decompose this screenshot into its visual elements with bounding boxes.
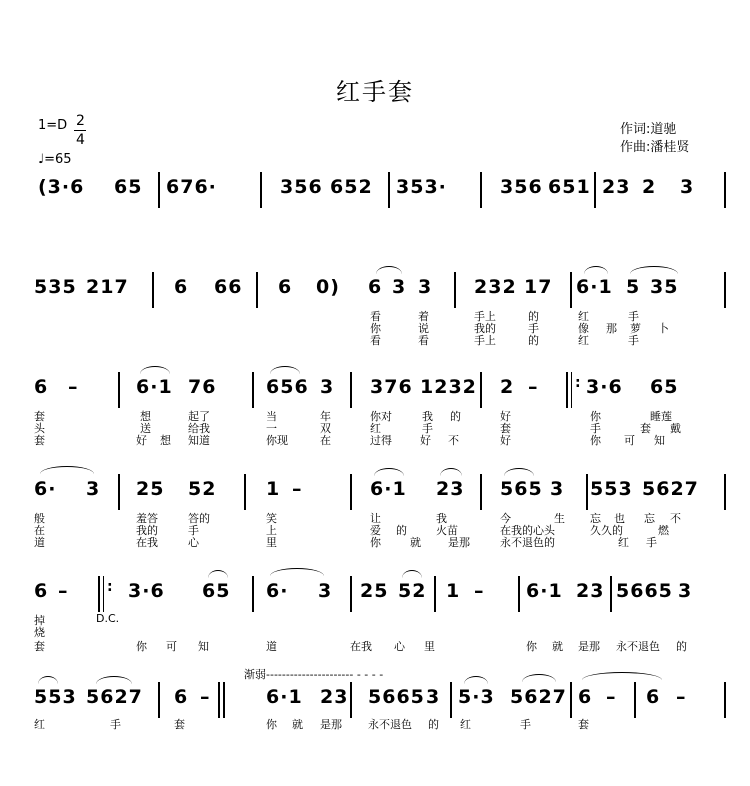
slur — [504, 468, 534, 476]
lyric: 年 — [320, 410, 331, 423]
barline — [350, 682, 352, 718]
lyric: 红 — [34, 718, 45, 731]
note-cell: – — [68, 376, 79, 398]
barline — [218, 682, 220, 718]
lyric: 里 — [424, 640, 435, 653]
lyric: 爱 — [370, 524, 381, 537]
barline — [98, 576, 100, 612]
note-cell: – — [474, 580, 485, 602]
lyric: 般 — [34, 512, 45, 525]
lyric: 的 — [396, 524, 407, 537]
note-cell: 652 — [330, 176, 373, 198]
barline — [103, 576, 104, 612]
repeat-dots: : — [575, 375, 581, 391]
lyric: 我 — [422, 410, 433, 423]
lyric: 在 — [320, 434, 331, 447]
note-cell: 6 — [174, 686, 189, 708]
note-cell: 25 — [136, 478, 165, 500]
lyric: 就 — [410, 536, 421, 549]
lyric: 卜 — [658, 322, 669, 335]
lyric: 你 — [370, 536, 381, 549]
note-cell: (3·6 — [38, 176, 85, 198]
lyric: 套 — [640, 422, 651, 435]
lyric: 手 — [628, 334, 639, 347]
lyric: 我 — [436, 512, 447, 525]
note-cell: 23 — [576, 580, 605, 602]
time-signature-bottom: 4 — [76, 132, 85, 148]
note-cell: 3 — [680, 176, 695, 198]
lyric: 火苗 — [436, 524, 458, 537]
lyric: 好 — [136, 434, 147, 447]
lyric: 掉 — [34, 614, 45, 627]
lyric: 你 — [370, 322, 381, 335]
note-cell: 5·3 — [458, 686, 495, 708]
note-cell: – — [528, 376, 539, 398]
lyricist-credit: 作词:道驰 — [620, 122, 677, 137]
barline — [244, 474, 246, 510]
lyric: 烧 — [34, 626, 45, 639]
note-cell: 2 — [500, 376, 515, 398]
lyric: 手 — [422, 422, 433, 435]
lyric: 看 — [370, 310, 381, 323]
lyric: 道 — [34, 536, 45, 549]
note-cell: 3·6 — [128, 580, 165, 602]
lyric: 送 — [140, 422, 151, 435]
lyric: 可 — [624, 434, 635, 447]
note-cell: 651 — [548, 176, 591, 198]
note-cell: 6·1 — [526, 580, 563, 602]
lyric: 手上 — [474, 334, 496, 347]
lyric: 一 — [266, 422, 277, 435]
note-cell: 3 — [678, 580, 693, 602]
note-cell: 5665 — [616, 580, 673, 602]
barline — [480, 474, 482, 510]
note-cell: 553 — [34, 686, 77, 708]
note-cell: 1 — [266, 478, 281, 500]
lyric: 手上 — [474, 310, 496, 323]
barline — [256, 272, 258, 308]
note-cell: 23 — [602, 176, 631, 198]
lyric: 今 — [500, 512, 511, 525]
slur — [582, 672, 662, 680]
key-signature: 1=D — [38, 118, 68, 133]
lyric: 好 — [500, 434, 511, 447]
lyric-line — [30, 432, 730, 445]
lyric: 好 — [500, 410, 511, 423]
barline — [566, 372, 568, 408]
note-cell: 6 — [578, 686, 593, 708]
lyric: 里 — [266, 536, 277, 549]
barline — [118, 474, 120, 510]
composer-credit: 作曲:潘桂贤 — [620, 140, 690, 155]
lyric: 戴 — [670, 422, 681, 435]
lyric: 知 — [654, 434, 665, 447]
barline — [480, 372, 482, 408]
note-cell: 3 — [320, 376, 335, 398]
note-cell: – — [292, 478, 303, 500]
slur — [584, 266, 608, 274]
barline — [594, 172, 596, 208]
note-cell: – — [676, 686, 687, 708]
note-cell: 23 — [436, 478, 465, 500]
lyric: 让 — [370, 512, 381, 525]
lyric: 永不退色 — [368, 718, 412, 731]
note-cell: 565 — [500, 478, 543, 500]
lyric: 在我的心头 — [500, 524, 555, 537]
lyric: 说 — [418, 322, 429, 335]
slur — [376, 266, 402, 274]
lyric: 不 — [448, 434, 459, 447]
lyric: 的 — [528, 310, 539, 323]
note-cell: 535 — [34, 276, 77, 298]
slur — [464, 676, 488, 684]
barline — [223, 682, 225, 718]
barline — [252, 372, 254, 408]
note-cell: 5627 — [86, 686, 143, 708]
lyric: 知 — [198, 640, 209, 653]
lyric: 看 — [418, 334, 429, 347]
note-cell: 376 — [370, 376, 413, 398]
lyric: 你 — [526, 640, 537, 653]
lyric: 在我 — [136, 536, 158, 549]
note-cell: 1232 — [420, 376, 477, 398]
note-cell: 6 — [368, 276, 383, 298]
barline — [388, 172, 390, 208]
lyric: 套 — [34, 640, 45, 653]
note-cell: 6 — [34, 376, 49, 398]
lyric: 答的 — [188, 512, 210, 525]
lyric: 生 — [554, 512, 565, 525]
lyric: 笑 — [266, 512, 277, 525]
lyric: 就 — [552, 640, 563, 653]
barline — [571, 372, 572, 408]
lyric: 我的 — [474, 322, 496, 335]
lyric: 我的 — [136, 524, 158, 537]
note-cell: 6·1 — [576, 276, 613, 298]
lyric: 不 — [670, 512, 681, 525]
note-cell: 3 — [550, 478, 565, 500]
lyric: 手 — [528, 322, 539, 335]
note-cell: – — [200, 686, 211, 708]
lyric: 羞答 — [136, 512, 158, 525]
note-cell: 6 — [174, 276, 189, 298]
lyric: 红 — [460, 718, 471, 731]
note-cell: 23 — [320, 686, 349, 708]
lyric: 过得 — [370, 434, 392, 447]
lyric: 永不退色的 — [500, 536, 555, 549]
lyric: 的 — [428, 718, 439, 731]
barline — [454, 272, 456, 308]
barline — [434, 576, 436, 612]
barline — [724, 172, 726, 208]
note-cell: 1 — [446, 580, 461, 602]
dc-marking: D.C. — [96, 612, 120, 625]
lyric: 睡莲 — [650, 410, 672, 423]
note-cell: 217 — [86, 276, 129, 298]
note-cell: 25 — [360, 580, 389, 602]
lyric: 手 — [520, 718, 531, 731]
note-cell: 656 — [266, 376, 309, 398]
dim-marking — [244, 666, 383, 682]
lyric: 红 — [618, 536, 629, 549]
slur — [96, 676, 132, 684]
lyric: 套 — [34, 434, 45, 447]
barline — [518, 576, 520, 612]
lyric: 像 — [578, 322, 589, 335]
note-cell: 553 — [590, 478, 633, 500]
lyric: 忘 — [590, 512, 601, 525]
dim-dashes: ---------------------- - - - - — [266, 668, 384, 681]
slur — [402, 570, 422, 578]
note-cell: 5627 — [510, 686, 567, 708]
barline — [724, 474, 726, 510]
lyric: 红 — [578, 334, 589, 347]
barline — [152, 272, 154, 308]
lyric: 心 — [394, 640, 405, 653]
slur — [38, 676, 58, 684]
barline — [724, 682, 726, 718]
time-signature-top: 2 — [76, 113, 85, 129]
barline — [450, 682, 452, 718]
note-cell: 232 — [474, 276, 517, 298]
note-cell: 65 — [202, 580, 231, 602]
lyric: 久久的 — [590, 524, 623, 537]
lyric: 知道 — [188, 434, 210, 447]
lyric: 是那 — [448, 536, 470, 549]
barline — [350, 474, 352, 510]
lyric: 你现 — [266, 434, 288, 447]
barline — [570, 272, 572, 308]
lyric: 你对 — [370, 410, 392, 423]
lyric: 的 — [450, 410, 461, 423]
slur — [374, 468, 404, 476]
note-cell: 676· — [166, 176, 217, 198]
lyric: 好 — [420, 434, 431, 447]
lyric: 心 — [188, 536, 199, 549]
lyric: 萝 — [630, 322, 641, 335]
lyric: 的 — [528, 334, 539, 347]
slur — [140, 366, 170, 374]
barline — [158, 172, 160, 208]
note-cell: 6·1 — [136, 376, 173, 398]
lyric-line — [30, 638, 730, 651]
barline — [570, 682, 572, 718]
note-cell: 3 — [318, 580, 333, 602]
lyric: 手 — [646, 536, 657, 549]
note-cell: 5 — [626, 276, 641, 298]
note-cell: 17 — [524, 276, 553, 298]
note-cell: 6 — [278, 276, 293, 298]
lyric: 可 — [166, 640, 177, 653]
lyric: 套 — [174, 718, 185, 731]
lyric: 当 — [266, 410, 277, 423]
lyric: 手 — [110, 718, 121, 731]
lyric: 给我 — [188, 422, 210, 435]
barline — [260, 172, 262, 208]
note-cell: 6· — [34, 478, 57, 500]
note-cell: 356 — [500, 176, 543, 198]
lyric-line — [30, 332, 730, 345]
lyric: 套 — [34, 410, 45, 423]
note-cell: 76 — [188, 376, 217, 398]
lyric: 手 — [590, 422, 601, 435]
note-cell: 65 — [114, 176, 143, 198]
note-cell: 3 — [426, 686, 441, 708]
note-cell: 65 — [650, 376, 679, 398]
slur — [522, 674, 556, 682]
barline — [610, 576, 612, 612]
repeat-dots: : — [107, 579, 113, 595]
lyric: 手 — [188, 524, 199, 537]
slur — [630, 266, 678, 274]
note-cell: 66 — [214, 276, 243, 298]
lyric: 是那 — [578, 640, 600, 653]
note-cell: 6 — [646, 686, 661, 708]
note-cell: – — [606, 686, 617, 708]
note-cell: 5665 — [368, 686, 425, 708]
note-cell: – — [58, 580, 69, 602]
lyric: 的 — [676, 640, 687, 653]
note-cell: 356 — [280, 176, 323, 198]
lyric: 着 — [418, 310, 429, 323]
barline — [724, 272, 726, 308]
note-cell: 5627 — [642, 478, 699, 500]
note-cell: 353· — [396, 176, 447, 198]
note-cell: 6 — [34, 580, 49, 602]
lyric: 手 — [628, 310, 639, 323]
lyric: 双 — [320, 422, 331, 435]
lyric: 套 — [578, 718, 589, 731]
slur — [208, 570, 228, 578]
lyric: 忘 — [644, 512, 655, 525]
lyric: 你 — [136, 640, 147, 653]
lyric: 在 — [34, 524, 45, 537]
note-cell: 0) — [316, 276, 340, 298]
slur — [440, 468, 462, 476]
lyric: 就 — [292, 718, 303, 731]
lyric-line — [30, 534, 730, 547]
note-cell: 6· — [266, 580, 289, 602]
lyric: 在我 — [350, 640, 372, 653]
lyric: 燃 — [658, 524, 669, 537]
barline — [350, 576, 352, 612]
note-cell: 52 — [188, 478, 217, 500]
lyric: 你 — [590, 434, 601, 447]
note-cell: 52 — [398, 580, 427, 602]
slur — [270, 366, 300, 374]
note-cell: 6·1 — [266, 686, 303, 708]
barline — [158, 682, 160, 718]
song-title: 红手套 — [336, 78, 414, 106]
lyric: 看 — [370, 334, 381, 347]
note-cell: 3 — [418, 276, 433, 298]
note-cell: 3 — [392, 276, 407, 298]
lyric: 道 — [266, 640, 277, 653]
note-cell: 35 — [650, 276, 679, 298]
slur — [270, 568, 324, 576]
barline — [350, 372, 352, 408]
time-signature-divider — [74, 130, 86, 131]
lyric: 永不退色 — [616, 640, 660, 653]
lyric: 你 — [590, 410, 601, 423]
lyric: 套 — [500, 422, 511, 435]
barline — [118, 372, 120, 408]
dim-text: 渐弱 — [244, 668, 266, 681]
barline — [480, 172, 482, 208]
lyric: 你 — [266, 718, 277, 731]
lyric: 是那 — [320, 718, 342, 731]
barline — [634, 682, 636, 718]
note-cell: 6·1 — [370, 478, 407, 500]
lyric: 起了 — [188, 410, 210, 423]
note-cell: 2 — [642, 176, 657, 198]
lyric: 想 — [160, 434, 171, 447]
lyric: 红 — [370, 422, 381, 435]
tempo-marking: ♩=65 — [38, 152, 72, 167]
lyric: 那 — [606, 322, 617, 335]
lyric: 上 — [266, 524, 277, 537]
lyric: 也 — [614, 512, 625, 525]
note-cell: 3·6 — [586, 376, 623, 398]
note-cell: 3 — [86, 478, 101, 500]
lyric-line — [30, 716, 730, 729]
barline — [586, 474, 588, 510]
lyric: 头 — [34, 422, 45, 435]
barline — [252, 576, 254, 612]
lyric-line — [30, 624, 730, 637]
lyric: 想 — [140, 410, 151, 423]
slur — [40, 466, 94, 474]
lyric: 红 — [578, 310, 589, 323]
